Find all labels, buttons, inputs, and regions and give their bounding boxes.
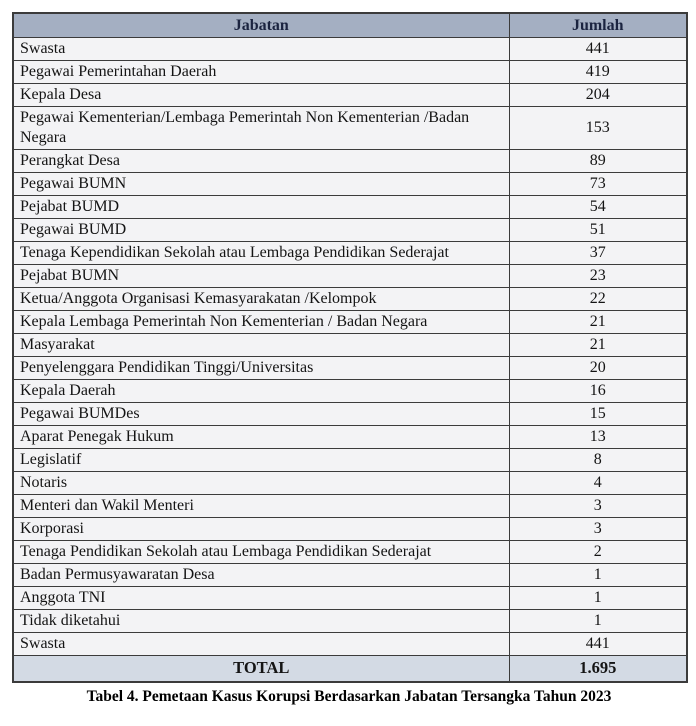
- jabatan-cell: Penyelenggara Pendidikan Tinggi/Universitas: [13, 357, 509, 380]
- table-row: [13, 61, 687, 84]
- jabatan-cell: Tidak diketahui: [13, 610, 509, 633]
- table-row: [13, 84, 687, 107]
- table-row: [13, 449, 687, 472]
- jabatan-cell: Masyarakat: [13, 334, 509, 357]
- jumlah-cell: 3: [509, 518, 687, 541]
- jumlah-cell: 51: [509, 219, 687, 242]
- jumlah-cell: 1: [509, 587, 687, 610]
- table-row: [13, 288, 687, 311]
- jumlah-cell: 1: [509, 564, 687, 587]
- column-header-jumlah: Jumlah: [509, 13, 687, 38]
- jabatan-cell: Pejabat BUMN: [13, 265, 509, 288]
- table-row: [13, 426, 687, 449]
- jabatan-cell: Pegawai BUMD: [13, 219, 509, 242]
- table-row: [13, 610, 687, 633]
- jabatan-cell: Swasta: [13, 38, 509, 61]
- jabatan-cell: Tenaga Kependidikan Sekolah atau Lembaga Pendidikan Sederajat: [13, 242, 509, 265]
- jumlah-cell: 15: [509, 403, 687, 426]
- table-row: [13, 541, 687, 564]
- total-value: 1.695: [509, 656, 687, 683]
- column-header-jabatan: Jabatan: [13, 13, 509, 38]
- table-row: [13, 242, 687, 265]
- jumlah-cell: 54: [509, 196, 687, 219]
- jumlah-cell: 21: [509, 311, 687, 334]
- table-row: [13, 38, 687, 61]
- jabatan-cell: Aparat Penegak Hukum: [13, 426, 509, 449]
- table-row: [13, 219, 687, 242]
- table-row: [13, 107, 687, 150]
- table-row: [13, 173, 687, 196]
- table-row: [13, 357, 687, 380]
- jumlah-cell: 3: [509, 495, 687, 518]
- jumlah-cell: 419: [509, 61, 687, 84]
- table-row: [13, 633, 687, 656]
- table-row: [13, 587, 687, 610]
- jumlah-cell: 1: [509, 610, 687, 633]
- jabatan-cell: Pejabat BUMD: [13, 196, 509, 219]
- jumlah-cell: 21: [509, 334, 687, 357]
- table-row: [13, 196, 687, 219]
- jumlah-cell: 20: [509, 357, 687, 380]
- jabatan-cell: Korporasi: [13, 518, 509, 541]
- jumlah-cell: 16: [509, 380, 687, 403]
- jabatan-cell: Legislatif: [13, 449, 509, 472]
- table-row: [13, 403, 687, 426]
- jabatan-cell: Pegawai Kementerian/Lembaga Pemerintah Non Kementerian /Badan Negara: [13, 107, 509, 150]
- table-body: [13, 38, 687, 656]
- jumlah-cell: 153: [509, 107, 687, 150]
- jumlah-cell: 441: [509, 38, 687, 61]
- jabatan-cell: Pegawai BUMDes: [13, 403, 509, 426]
- total-row: [13, 656, 687, 683]
- jabatan-cell: Menteri dan Wakil Menteri: [13, 495, 509, 518]
- header-row: [13, 13, 687, 38]
- jumlah-cell: 204: [509, 84, 687, 107]
- jumlah-cell: 441: [509, 633, 687, 656]
- table-row: [13, 380, 687, 403]
- table-row: [13, 265, 687, 288]
- jabatan-cell: Pegawai Pemerintahan Daerah: [13, 61, 509, 84]
- jabatan-cell: Kepala Lembaga Pemerintah Non Kementerian / Badan Negara: [13, 311, 509, 334]
- jumlah-cell: 37: [509, 242, 687, 265]
- table-row: [13, 518, 687, 541]
- jabatan-jumlah-table: [12, 12, 688, 683]
- jumlah-cell: 2: [509, 541, 687, 564]
- total-label: TOTAL: [13, 656, 509, 683]
- jumlah-cell: 13: [509, 426, 687, 449]
- table-row: [13, 334, 687, 357]
- table-row: [13, 564, 687, 587]
- jabatan-cell: Kepala Daerah: [13, 380, 509, 403]
- jumlah-cell: 22: [509, 288, 687, 311]
- jumlah-cell: 73: [509, 173, 687, 196]
- jabatan-cell: Notaris: [13, 472, 509, 495]
- table-row: [13, 495, 687, 518]
- jumlah-cell: 23: [509, 265, 687, 288]
- table-row: [13, 472, 687, 495]
- table-row: [13, 311, 687, 334]
- jabatan-cell: Pegawai BUMN: [13, 173, 509, 196]
- jumlah-cell: 4: [509, 472, 687, 495]
- jabatan-cell: Kepala Desa: [13, 84, 509, 107]
- jumlah-cell: 89: [509, 150, 687, 173]
- table-caption: Tabel 4. Pemetaan Kasus Korupsi Berdasarkan Jabatan Tersangka Tahun 2023: [86, 688, 612, 705]
- jabatan-cell: Tenaga Pendidikan Sekolah atau Lembaga Pendidikan Sederajat: [13, 541, 509, 564]
- jabatan-cell: Swasta: [13, 633, 509, 656]
- table-row: [13, 150, 687, 173]
- jumlah-cell: 8: [509, 449, 687, 472]
- jabatan-cell: Ketua/Anggota Organisasi Kemasyarakatan /Kelompok: [13, 288, 509, 311]
- jabatan-cell: Badan Permusyawaratan Desa: [13, 564, 509, 587]
- jabatan-cell: Anggota TNI: [13, 587, 509, 610]
- jabatan-cell: Perangkat Desa: [13, 150, 509, 173]
